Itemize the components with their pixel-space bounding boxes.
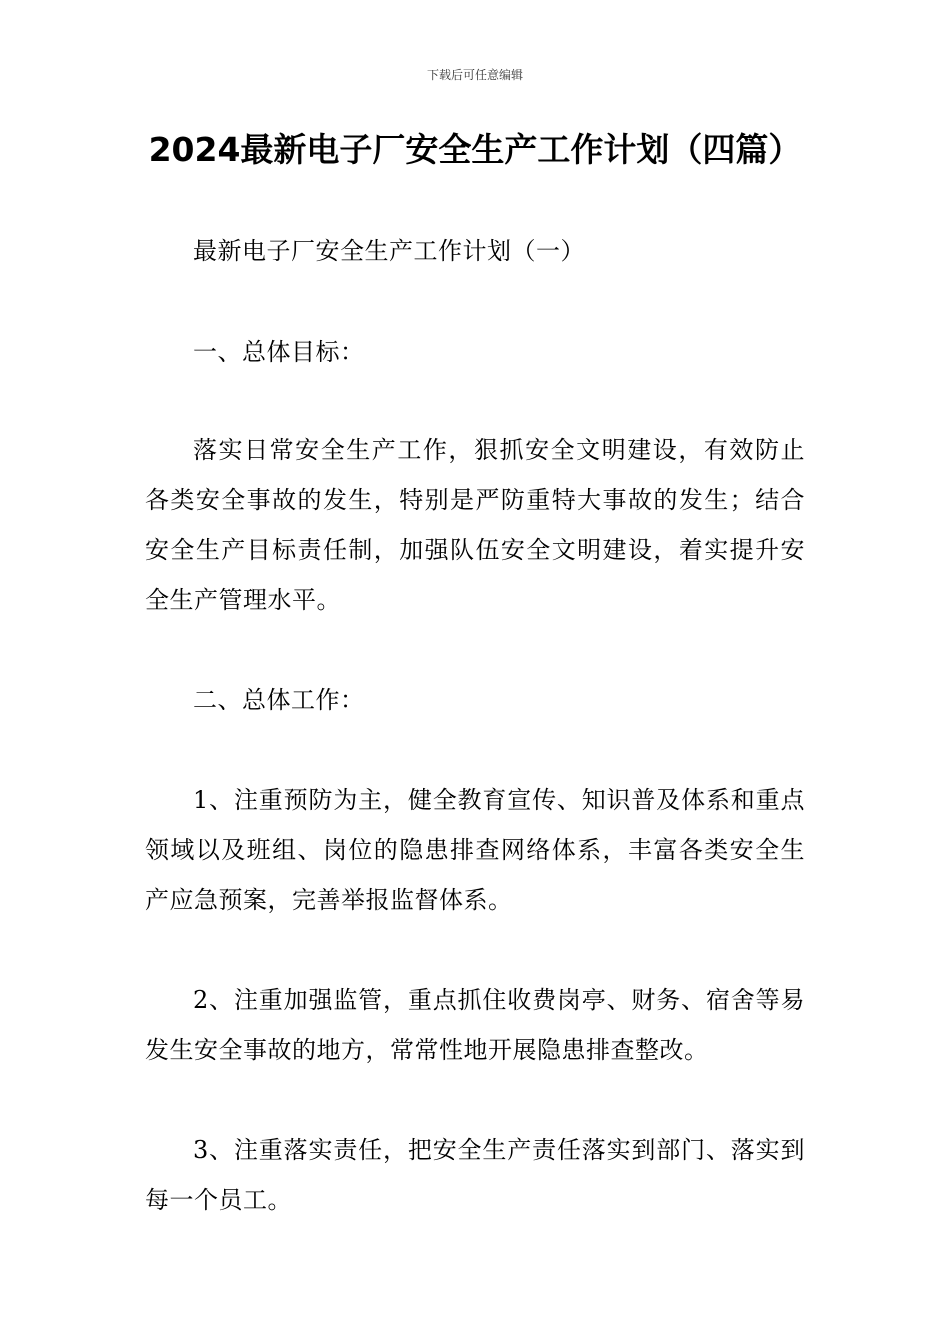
goal-text: 落实日常安全生产工作，狠抓安全文明建设，有效防止各类安全事故的发生，特别是严防重特大事故的发生；结合安全生产目标责任制，加强队伍安全文明建设，着实提升安全生产管理水平。 xyxy=(145,436,805,614)
item-2-text: 2、注重加强监管，重点抓住收费岗亭、财务、宿舍等易发生安全事故的地方，常常性地开展隐患排查整改。 xyxy=(145,986,805,1064)
section-work-heading xyxy=(145,675,805,725)
document-title: 2024最新电子厂安全生产工作计划（四篇） xyxy=(148,130,802,169)
subtitle-text: 最新电子厂安全生产工作计划（一） xyxy=(193,237,585,265)
header-note: 下载后可任意编辑 xyxy=(426,68,523,82)
item-3-text: 3、注重落实责任，把安全生产责任落实到部门、落实到每一个员工。 xyxy=(145,1136,805,1214)
work-heading-text: 二、总体工作： xyxy=(193,686,365,714)
section-goal-heading xyxy=(145,327,805,377)
subtitle xyxy=(145,226,805,276)
paragraph-item-1 xyxy=(145,775,805,925)
goal-heading-text: 一、总体目标： xyxy=(193,338,365,366)
item-1-text: 1、注重预防为主，健全教育宣传、知识普及体系和重点领域以及班组、岗位的隐患排查网络体系，丰富各类安全生产应急预案，完善举报监督体系。 xyxy=(145,786,805,914)
paragraph-item-2 xyxy=(145,975,805,1075)
paragraph-item-3 xyxy=(145,1125,805,1225)
paragraph-goal xyxy=(145,425,805,625)
